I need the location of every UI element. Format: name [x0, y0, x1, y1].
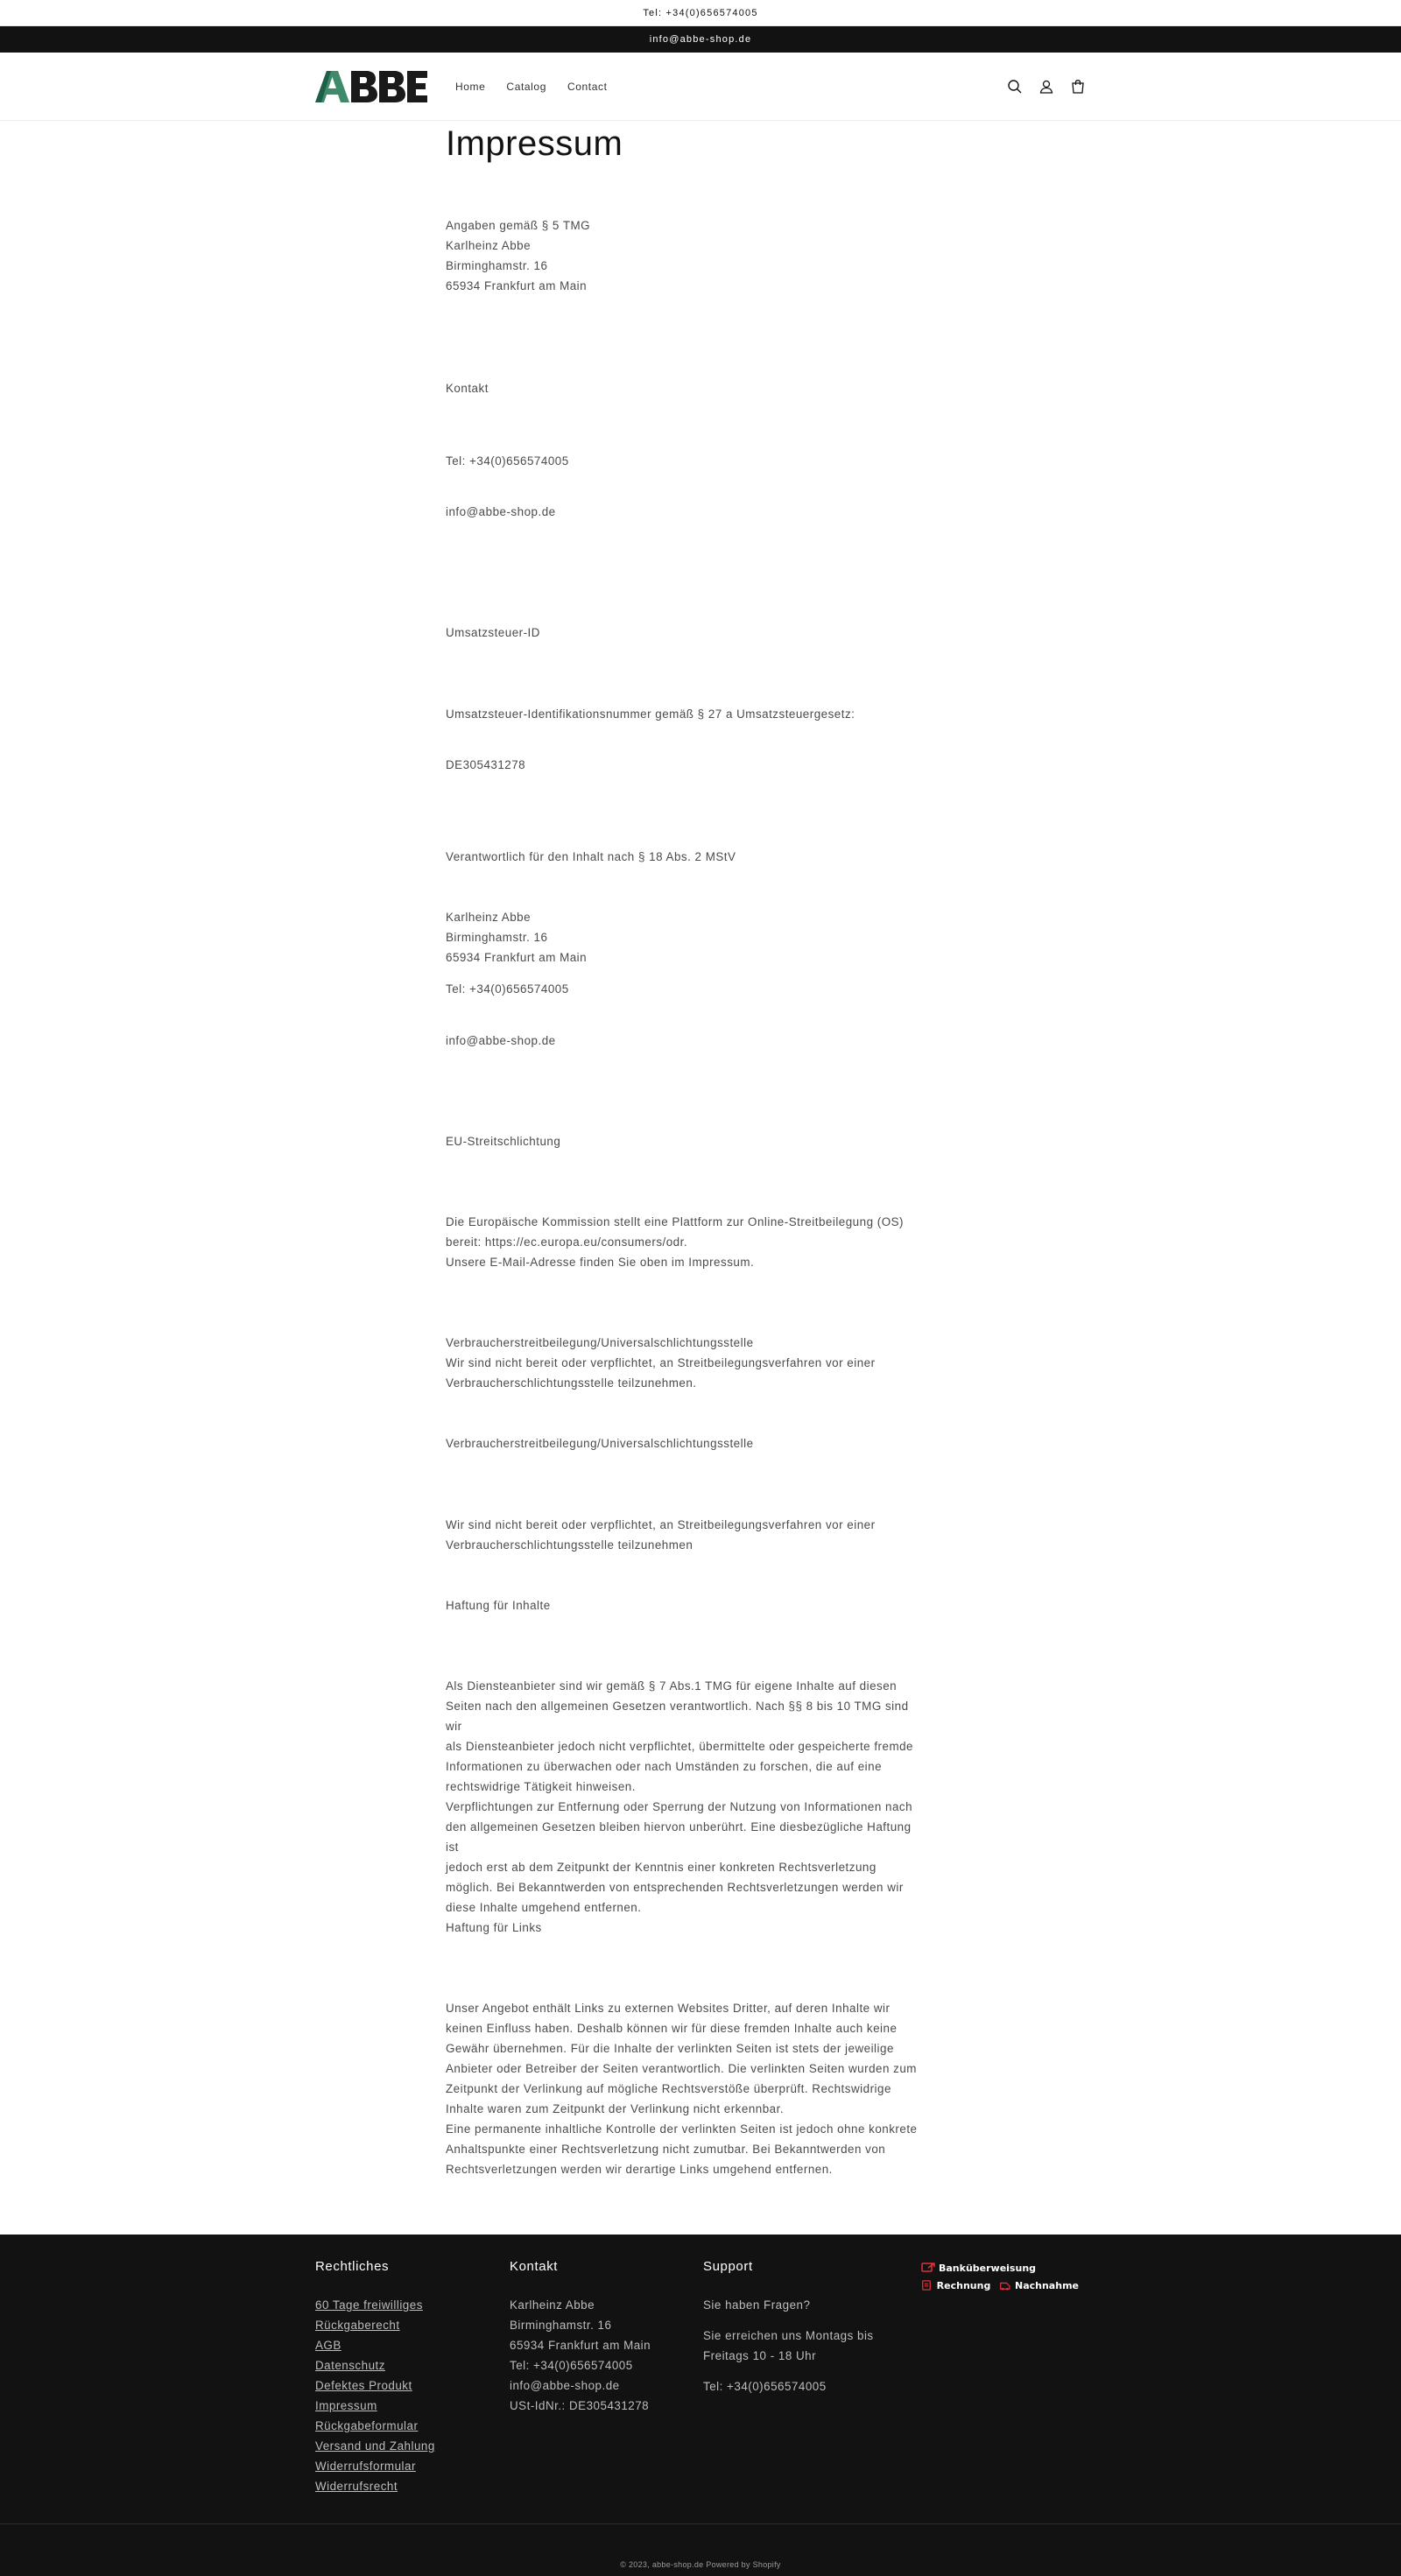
footer-contact-street: Birminghamstr. 16	[510, 2319, 612, 2332]
eu-dispute-text	[446, 1212, 919, 1272]
text-line: möglich. Bei Bekanntwerden von entsprechenden Rechtsverletzungen werden wir	[446, 1881, 904, 1894]
abbe-logo[interactable]	[315, 71, 427, 102]
bank-transfer-icon	[921, 2262, 935, 2274]
text-line: Wir sind nicht bereit oder verpflichtet, an Streitbeilegungsverfahren vor einer	[446, 1356, 876, 1369]
text-line: Karlheinz Abbe	[446, 239, 532, 252]
text-line: Anbieter oder Betreiber der Seiten verantwortlich. Die verlinkten Seiten wurden zum	[446, 2062, 917, 2075]
text-line: Tel: +34(0)656574005	[446, 982, 569, 996]
footer-link-impressum[interactable]: Impressum	[315, 2399, 377, 2412]
text-line: Wir sind nicht bereit oder verpflichtet, an Streitbeilegungsverfahren vor einer	[446, 1518, 876, 1531]
footer-copyright: © 2023, abbe-shop.de Powered by Shopify	[620, 2560, 781, 2569]
footer-contact-city: 65934 Frankfurt am Main	[510, 2339, 651, 2352]
text-line: Verbraucherstreitbeilegung/Universalschlichtungsstelle	[446, 1437, 754, 1450]
text-line: Umsatzsteuer-ID	[446, 626, 540, 639]
text-line: Haftung für Links	[446, 1921, 542, 1934]
text-line: EU-Streitschlichtung	[446, 1135, 561, 1148]
payment-invoice-label: Rechnung	[936, 2279, 991, 2291]
text-line: Zeitpunkt der Verlinkung auf mögliche Rechtsverstöße überprüft. Rechtswidrige	[446, 2082, 891, 2095]
announcement-phone-bar	[0, 0, 1401, 26]
text-line: Als Diensteanbieter sind wir gemäß § 7 Abs.1 TMG für eigene Inhalte auf diesen	[446, 1679, 898, 1693]
text-line: Verbraucherschlichtungsstelle teilzunehmen	[446, 1538, 693, 1552]
contact-phone	[446, 451, 919, 471]
responsible-email	[446, 1031, 919, 1051]
footer-link-rueckgaberecht[interactable]: Rückgaberecht	[315, 2319, 400, 2332]
footer-legal-column	[315, 2259, 435, 2496]
text-line: rechtswidrige Tätigkeit hinweisen.	[446, 1780, 636, 1793]
responsible-address-block	[446, 907, 919, 968]
text-line: Umsatzsteuer-Identifikationsnummer gemäß § 27 a Umsatzsteuergesetz:	[446, 707, 855, 721]
text-line: Angaben gemäß § 5 TMG	[446, 219, 591, 232]
text-line: Anhaltspunkte einer Rechtsverletzung nicht zumutbar. Bei Bekanntwerden von	[446, 2143, 886, 2156]
section-heading-liability-links	[446, 1918, 919, 1938]
footer-support-column	[703, 2259, 887, 2397]
vat-id-value	[446, 755, 919, 775]
text-line: Unsere E-Mail-Adresse finden Sie oben im Impressum.	[446, 1256, 755, 1269]
text-line: Birminghamstr. 16	[446, 259, 548, 272]
liability-content-text	[446, 1676, 919, 1918]
announcement-email-bar	[0, 26, 1401, 53]
footer-link-rueckgabeformular[interactable]: Rückgabeformular	[315, 2419, 419, 2432]
imprint-address-block	[446, 215, 919, 296]
cash-on-delivery-icon	[999, 2279, 1011, 2291]
text-line: Birminghamstr. 16	[446, 931, 548, 944]
footer-contact-title: Kontakt	[510, 2259, 559, 2274]
account-icon[interactable]	[1037, 77, 1056, 96]
text-line: Verbraucherschlichtungsstelle teilzunehmen.	[446, 1376, 697, 1390]
footer-link-widerrufsformular[interactable]: Widerrufsformular	[315, 2460, 416, 2473]
footer-support-title: Support	[703, 2259, 753, 2274]
text-line: Kontakt	[446, 382, 489, 395]
text-line: info@abbe-shop.de	[446, 505, 556, 518]
vat-id-label	[446, 704, 919, 724]
announcement-email: info@abbe-shop.de	[649, 34, 752, 45]
consumer-dispute-block	[446, 1333, 919, 1393]
text-line: Verantwortlich für den Inhalt nach § 18 Abs. 2 MStV	[446, 850, 736, 863]
text-line: keinen Einfluss haben. Deshalb können wir für diese fremden Inhalte auch keine	[446, 2022, 898, 2035]
section-heading-consumer-dispute	[446, 1433, 919, 1453]
text-line: Haftung für Inhalte	[446, 1599, 551, 1612]
payment-bank-transfer	[921, 2259, 1079, 2277]
main-nav	[455, 53, 608, 121]
nav-catalog[interactable]: Catalog	[506, 81, 546, 93]
text-line: Seiten nach den allgemeinen Gesetzen verantwortlich. Nach §§ 8 bis 10 TMG sind wir	[446, 1700, 909, 1733]
payment-invoice-cod-row	[921, 2277, 1079, 2294]
payment-cod-label: Nachnahme	[1015, 2279, 1079, 2291]
footer-support-hours-1: Sie erreichen uns Montags bis	[703, 2329, 874, 2342]
footer-contact-vat: USt-IdNr.: DE305431278	[510, 2399, 650, 2412]
footer-link-versand[interactable]: Versand und Zahlung	[315, 2439, 435, 2453]
invoice-icon	[921, 2279, 933, 2291]
liability-links-text	[446, 1998, 919, 2179]
text-line: Rechtsverletzungen werden wir derartige Links umgehend entfernen.	[446, 2163, 833, 2176]
text-line: Die Europäische Kommission stellt eine Plattform zur Online-Streitbeilegung (OS)	[446, 1215, 905, 1228]
text-line: den allgemeinen Gesetzen bleiben hiervon unberührt. Eine diesbezügliche Haftung ist	[446, 1820, 912, 1854]
footer-link-60-tage[interactable]: 60 Tage freiwilliges	[315, 2298, 423, 2312]
cart-icon[interactable]	[1068, 77, 1088, 96]
text-line: Unser Angebot enthält Links zu externen Websites Dritter, auf deren Inhalte wir	[446, 2002, 891, 2015]
text-line: bereit: https://ec.europa.eu/consumers/odr.	[446, 1235, 688, 1249]
footer-link-defektes-produkt[interactable]: Defektes Produkt	[315, 2379, 412, 2392]
footer-contact-name: Karlheinz Abbe	[510, 2298, 595, 2312]
text-line: Inhalte waren zum Zeitpunkt der Verlinkung nicht erkennbar.	[446, 2102, 785, 2115]
text-line: jedoch erst ab dem Zeitpunkt der Kenntnis einer konkreten Rechtsverletzung	[446, 1861, 877, 1874]
section-heading-kontakt	[446, 378, 919, 398]
text-line: 65934 Frankfurt am Main	[446, 279, 588, 292]
section-heading-liability-content	[446, 1595, 919, 1615]
search-icon[interactable]	[1005, 77, 1024, 96]
footer-contact-email: info@abbe-shop.de	[510, 2379, 620, 2392]
payment-methods	[921, 2259, 1079, 2294]
footer-contact-phone: Tel: +34(0)656574005	[510, 2359, 633, 2372]
payment-bank-label: Banküberweisung	[939, 2262, 1037, 2274]
text-line: info@abbe-shop.de	[446, 1034, 556, 1047]
header-icons	[1005, 53, 1088, 121]
footer-link-agb[interactable]: AGB	[315, 2339, 341, 2352]
contact-email	[446, 502, 919, 522]
page-title: Impressum	[446, 124, 623, 163]
section-heading-ust	[446, 623, 919, 643]
text-line: 65934 Frankfurt am Main	[446, 951, 588, 964]
footer-legal-title: Rechtliches	[315, 2259, 390, 2274]
section-heading-eu	[446, 1131, 919, 1151]
text-line: Verpflichtungen zur Entfernung oder Sperrung der Nutzung von Informationen nach	[446, 1800, 913, 1813]
text-line: Informationen zu überwachen oder nach Umständen zu forschen, die auf eine	[446, 1760, 883, 1773]
footer-link-datenschutz[interactable]: Datenschutz	[315, 2359, 385, 2372]
nav-contact[interactable]: Contact	[567, 81, 608, 93]
footer-link-widerrufsrecht[interactable]: Widerrufsrecht	[315, 2480, 398, 2493]
text-line: diese Inhalte umgehend entfernen.	[446, 1901, 642, 1914]
section-heading-verantwortlich	[446, 847, 919, 867]
text-line: DE305431278	[446, 758, 526, 771]
responsible-phone	[446, 979, 919, 999]
site-header	[0, 53, 1401, 121]
footer-support-hours-2: Freitags 10 - 18 Uhr	[703, 2349, 817, 2362]
footer-support-phone: Tel: +34(0)656574005	[703, 2380, 827, 2393]
nav-home[interactable]: Home	[455, 81, 486, 93]
text-line: Verbraucherstreitbeilegung/Universalschlichtungsstelle	[446, 1336, 754, 1349]
text-line: Tel: +34(0)656574005	[446, 454, 569, 468]
footer-divider	[0, 2523, 1401, 2524]
footer-contact-column	[510, 2259, 651, 2416]
text-line: Eine permanente inhaltliche Kontrolle der verlinkten Seiten ist jedoch ohne konkrete	[446, 2122, 918, 2136]
page-main	[446, 121, 919, 166]
footer-support-question: Sie haben Fragen?	[703, 2298, 811, 2312]
announcement-phone: Tel: +34(0)656574005	[643, 7, 758, 18]
text-line: Karlheinz Abbe	[446, 911, 532, 924]
text-line: Gewähr übernehmen. Für die Inhalte der verlinkten Seiten ist stets der jeweilige	[446, 2042, 894, 2055]
site-footer	[0, 2235, 1401, 2576]
consumer-dispute-text	[446, 1515, 919, 1555]
text-line: als Diensteanbieter jedoch nicht verpflichtet, übermittelte oder gespeicherte fremde	[446, 1740, 914, 1753]
